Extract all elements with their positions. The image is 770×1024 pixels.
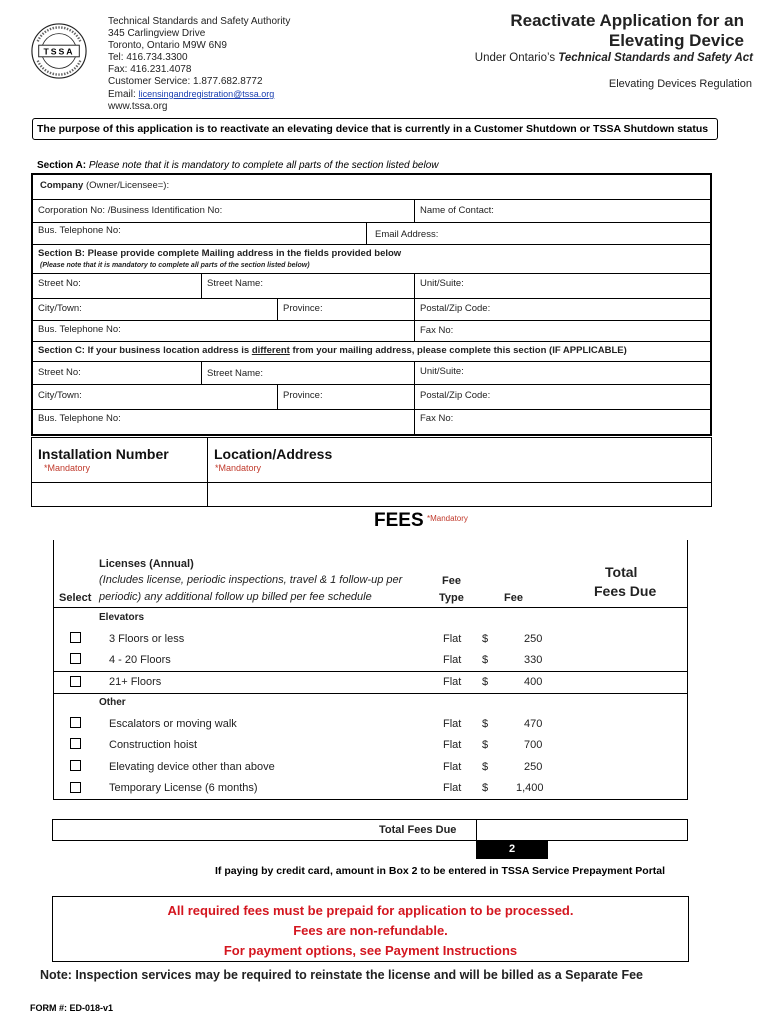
- c-postal-field[interactable]: Postal/Zip Code:: [420, 390, 491, 401]
- col-total-1: Total: [605, 564, 638, 580]
- col-fee-type-1: Fee: [442, 575, 461, 587]
- email-link[interactable]: licensingandregistration@tssa.org: [138, 89, 275, 99]
- bus-telephone-field[interactable]: Bus. Telephone No:: [38, 225, 121, 236]
- fee-value-construction-hoist: 700: [524, 739, 543, 751]
- fee-value-temporary-license: 1,400: [516, 782, 544, 794]
- fee-label-other-device: Elevating device other than above: [109, 761, 275, 773]
- org-street: 345 Carlingview Drive: [108, 28, 206, 39]
- c-street-name-field[interactable]: Street Name:: [207, 368, 263, 379]
- fee-label-3-floors: 3 Floors or less: [109, 633, 185, 645]
- form-number: FORM #: ED-018-v1: [30, 1003, 114, 1013]
- website-link[interactable]: www.tssa.org: [108, 101, 168, 112]
- org-city: Toronto, Ontario M9W 6N9: [108, 40, 227, 51]
- b-bus-telephone-field[interactable]: Bus. Telephone No:: [38, 324, 121, 335]
- b-street-name-field[interactable]: Street Name:: [207, 278, 263, 289]
- c-city-field[interactable]: City/Town:: [38, 390, 82, 401]
- fees-title: FEES: [374, 510, 424, 531]
- col-licenses-line3: periodic) any additional follow up billed per fee schedule: [99, 591, 372, 603]
- col-total-2: Fees Due: [594, 583, 657, 599]
- installation-number-mandatory: *Mandatory: [44, 463, 91, 473]
- installation-number-header: Installation Number: [38, 446, 169, 462]
- fee-label-construction-hoist: Construction hoist: [109, 739, 198, 751]
- group-elevators: Elevators: [99, 612, 145, 623]
- form-title-line1: Reactivate Application for an: [510, 11, 744, 30]
- col-licenses-title: Licenses (Annual): [99, 558, 194, 570]
- fee-type-construction-hoist: Flat: [443, 739, 462, 751]
- fee-value-21-floors: 400: [524, 676, 543, 688]
- fee-type-3-floors: Flat: [443, 633, 462, 645]
- b-postal-field[interactable]: Postal/Zip Code:: [420, 303, 491, 314]
- fee-value-3-floors: 250: [524, 633, 543, 645]
- checkbox-construction-hoist[interactable]: [70, 738, 81, 749]
- location-address-input[interactable]: [209, 483, 711, 505]
- total-fees-label: Total Fees Due: [379, 824, 457, 836]
- checkbox-3-floors[interactable]: [70, 632, 81, 643]
- section-a-note: Please note that it is mandatory to complete all parts of the section listed below: [88, 160, 439, 171]
- form-title: [510, 11, 744, 51]
- org-tel: Tel: 416.734.3300: [108, 52, 188, 63]
- checkbox-other-device[interactable]: [70, 760, 81, 771]
- regulation-label: Elevating Devices Regulation: [608, 78, 752, 90]
- form-subtitle: [475, 52, 753, 64]
- col-select: Select: [59, 592, 92, 604]
- col-licenses-line2: (Includes license, periodic inspections, travel & 1 follow-up per: [99, 574, 403, 586]
- fee-currency: $: [482, 676, 489, 688]
- form-title-line2: Elevating Device: [608, 31, 744, 50]
- notice-line-2: Fees are non-refundable.: [293, 923, 448, 938]
- corporation-no-field[interactable]: Corporation No: /Business Identification No:: [38, 205, 223, 216]
- c-bus-telephone-field[interactable]: Bus. Telephone No:: [38, 413, 121, 424]
- fee-type-21-floors: Flat: [443, 676, 462, 688]
- c-unit-suite-field[interactable]: Unit/Suite:: [420, 366, 464, 377]
- section-a-label: [37, 160, 439, 171]
- org-name: Technical Standards and Safety Authority: [108, 16, 291, 27]
- org-customer-service: Customer Service: 1.877.682.8772: [108, 76, 263, 87]
- fee-currency: $: [482, 761, 489, 773]
- checkbox-21-floors[interactable]: [70, 676, 81, 687]
- company-sublabel: (Owner/Licensee=):: [85, 180, 170, 191]
- notice-line-3: For payment options, see Payment Instructions: [223, 943, 518, 958]
- fee-type-4-20-floors: Flat: [443, 654, 462, 666]
- fee-value-escalators: 470: [524, 718, 543, 730]
- checkbox-escalators[interactable]: [70, 717, 81, 728]
- fee-currency: $: [482, 633, 489, 645]
- b-fax-field[interactable]: Fax No:: [420, 325, 454, 336]
- email-address-field[interactable]: Email Address:: [375, 229, 439, 240]
- fee-label-21-floors: 21+ Floors: [109, 676, 162, 688]
- checkbox-4-20-floors[interactable]: [70, 653, 81, 664]
- fees-mandatory: *Mandatory: [427, 514, 468, 523]
- c-fax-field[interactable]: Fax No:: [420, 413, 454, 424]
- credit-card-note: If paying by credit card, amount in Box 2 to be entered in TSSA Service Prepayment Portal: [215, 865, 666, 877]
- location-address-mandatory: *Mandatory: [215, 463, 262, 473]
- section-c-heading: Section C: If your business location address is different from your mailing address, please complete this section (IF APPLICABLE): [38, 345, 627, 356]
- svg-text:TSSA: TSSA: [43, 46, 75, 57]
- b-street-no-field[interactable]: Street No:: [38, 278, 81, 289]
- fee-label-4-20-floors: 4 - 20 Floors: [109, 654, 171, 666]
- name-of-contact-field[interactable]: Name of Contact:: [420, 205, 494, 216]
- location-address-header: Location/Address: [214, 446, 333, 462]
- fee-currency: $: [482, 654, 489, 666]
- c-street-no-field[interactable]: Street No:: [38, 367, 81, 378]
- group-other: Other: [99, 697, 126, 708]
- section-a-title: Section A:: [37, 160, 87, 171]
- fee-label-temporary-license: Temporary License (6 months): [109, 782, 258, 794]
- c-province-field[interactable]: Province:: [283, 390, 323, 401]
- box-2-marker: 2: [476, 840, 548, 859]
- org-email-line: [108, 88, 290, 101]
- org-address-block: [108, 16, 290, 113]
- b-province-field[interactable]: Province:: [283, 303, 323, 314]
- tssa-logo: [30, 22, 88, 80]
- total-fees-input[interactable]: [478, 821, 686, 839]
- subtitle-prefix: Under Ontario’s: [474, 52, 559, 64]
- col-fee: Fee: [504, 592, 523, 604]
- fee-currency: $: [482, 739, 489, 751]
- fee-type-other-device: Flat: [443, 761, 462, 773]
- notice-line-1: All required fees must be prepaid for application to be processed.: [167, 903, 574, 918]
- applicant-form: [31, 173, 712, 436]
- section-b-heading: Section B: Please provide complete Mailing address in the fields provided below: [38, 248, 402, 259]
- checkbox-temporary-license[interactable]: [70, 782, 81, 793]
- company-field[interactable]: [40, 180, 169, 191]
- installation-number-input[interactable]: [33, 483, 206, 505]
- total-fees-row: [52, 819, 688, 841]
- section-b-note: (Please note that it is mandatory to complete all parts of the section listed below): [40, 262, 310, 269]
- inspection-note: Note: Inspection services may be required to reinstate the license and will be billed as a Separate Fee: [40, 968, 643, 982]
- fee-table: [53, 540, 688, 800]
- fee-value-4-20-floors: 330: [524, 654, 543, 666]
- org-fax: Fax: 416.231.4078: [108, 64, 192, 75]
- installation-table: [31, 437, 712, 507]
- col-fee-type-2: Type: [439, 592, 464, 604]
- company-label: Company: [40, 180, 84, 191]
- fee-type-temporary-license: Flat: [443, 782, 462, 794]
- fee-value-other-device: 250: [524, 761, 543, 773]
- fee-currency: $: [482, 718, 489, 730]
- fee-type-escalators: Flat: [443, 718, 462, 730]
- b-city-field[interactable]: City/Town:: [38, 303, 82, 314]
- fee-currency: $: [482, 782, 489, 794]
- subtitle-act: Technical Standards and Safety Act: [558, 52, 753, 64]
- payment-notice: [52, 896, 689, 962]
- email-label: Email:: [108, 89, 136, 100]
- b-unit-suite-field[interactable]: Unit/Suite:: [420, 278, 464, 289]
- purpose-statement: The purpose of this application is to reactivate an elevating device that is currently in a Customer Shutdown or TSSA Shutdown status: [32, 118, 718, 140]
- fee-label-escalators: Escalators or moving walk: [109, 718, 237, 730]
